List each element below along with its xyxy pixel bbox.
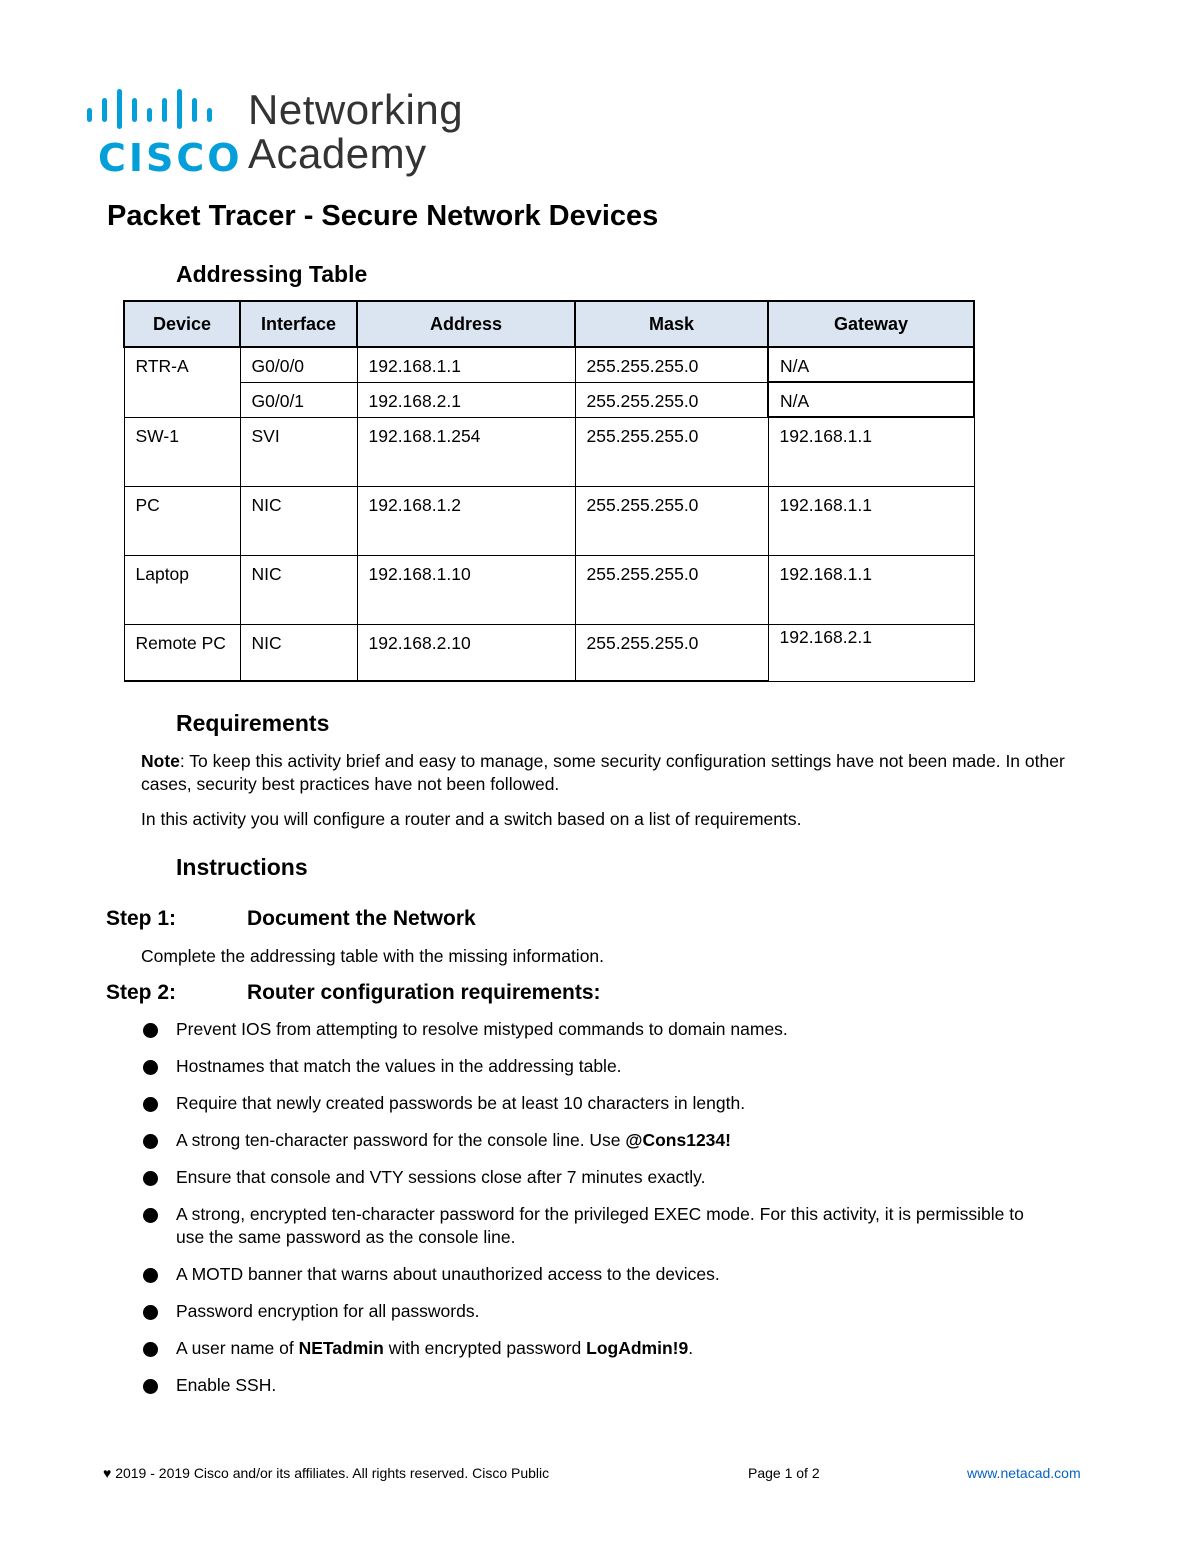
cell-gateway: N/A [768, 347, 974, 382]
list-item-text: Prevent IOS from attempting to resolve mistyped commands to domain names. [176, 1019, 788, 1039]
column-header-interface: Interface [240, 301, 357, 347]
bullet-icon [143, 1305, 158, 1320]
list-item [141, 1300, 1041, 1323]
table-row [124, 382, 974, 417]
table-row [124, 555, 974, 624]
table-row [124, 347, 974, 382]
cell-mask: 255.255.255.0 [575, 382, 768, 417]
step2-label: Step 2: [106, 981, 177, 1004]
instructions-heading: Instructions [176, 854, 308, 880]
logo-networking-text: Networking [248, 86, 464, 133]
bullet-icon [143, 1268, 158, 1283]
list-item-text: A strong ten-character password for the console line. Use [176, 1130, 626, 1150]
list-item-text: Password encryption for all passwords. [176, 1301, 480, 1321]
footer-copyright: ♥ 2019 - 2019 Cisco and/or its affiliates. All rights reserved. Cisco Public [103, 1465, 550, 1481]
table-header-row [124, 301, 974, 347]
cell-mask: 255.255.255.0 [575, 347, 768, 382]
document-title: Packet Tracer - Secure Network Devices [107, 200, 659, 232]
cell-address: 192.168.2.10 [357, 624, 575, 681]
cell-device: Laptop [124, 555, 240, 624]
list-item [141, 1166, 1041, 1189]
cell-device: RTR-A [124, 347, 240, 417]
cell-address: 192.168.1.254 [357, 417, 575, 486]
note-paragraph [141, 750, 1071, 796]
cell-address: 192.168.1.1 [357, 347, 575, 382]
list-item-text: A MOTD banner that warns about unauthorized access to the devices. [176, 1264, 720, 1284]
note-text: : To keep this activity brief and easy to manage, some security configuration settings have not been made. In other cases, security best practices have not been followed. [141, 751, 1065, 794]
intro-paragraph: In this activity you will configure a router and a switch based on a list of requirements. [141, 809, 802, 829]
bullet-icon [143, 1342, 158, 1357]
cell-interface: SVI [240, 417, 357, 486]
table-row [124, 486, 974, 555]
column-header-device: Device [124, 301, 240, 347]
cell-device: PC [124, 486, 240, 555]
list-item [141, 1129, 1041, 1152]
list-item [141, 1203, 1041, 1249]
bullet-icon [143, 1171, 158, 1186]
list-item [141, 1018, 1041, 1041]
bullet-icon [143, 1134, 158, 1149]
table-row [124, 417, 974, 486]
cell-mask: 255.255.255.0 [575, 624, 768, 681]
cell-mask: 255.255.255.0 [575, 486, 768, 555]
addressing-table [123, 300, 975, 682]
note-label: Note [141, 751, 180, 771]
column-header-gateway: Gateway [768, 301, 974, 347]
step1-text: Complete the addressing table with the missing information. [141, 946, 605, 966]
cell-address: 192.168.1.2 [357, 486, 575, 555]
column-header-mask: Mask [575, 301, 768, 347]
list-item [141, 1055, 1041, 1078]
list-item-text: Require that newly created passwords be at least 10 characters in length. [176, 1093, 746, 1113]
list-item-text: Ensure that console and VTY sessions close after 7 minutes exactly. [176, 1167, 706, 1187]
cell-gateway: 192.168.1.1 [768, 417, 974, 486]
cell-interface: G0/0/0 [240, 347, 357, 382]
bullet-icon [143, 1379, 158, 1394]
cell-interface: NIC [240, 486, 357, 555]
list-item-text: A user name of [176, 1338, 299, 1358]
username-value: NETadmin [298, 1338, 384, 1358]
step2-title: Router configuration requirements: [247, 981, 601, 1004]
step1-title: Document the Network [247, 907, 476, 930]
list-item [141, 1263, 1041, 1286]
cell-interface: G0/0/1 [240, 382, 357, 417]
list-item-text: A strong, encrypted ten-character password for the privileged EXEC mode. For this activity, it is permissible to use the same password as the console line. [176, 1204, 1024, 1247]
cell-device: Remote PC [124, 624, 240, 681]
list-item-text: . [688, 1338, 694, 1358]
cell-gateway: 192.168.1.1 [768, 555, 974, 624]
router-requirements-list [141, 1018, 1041, 1411]
step1-label: Step 1: [106, 907, 177, 930]
list-item-text: with encrypted password [383, 1338, 587, 1358]
bullet-icon [143, 1097, 158, 1112]
list-item-text: Hostnames that match the values in the addressing table. [176, 1056, 622, 1076]
column-header-address: Address [357, 301, 575, 347]
cisco-networking-academy-logo [82, 84, 482, 184]
bullet-icon [143, 1208, 158, 1223]
cell-gateway: 192.168.1.1 [768, 486, 974, 555]
list-item [141, 1092, 1041, 1115]
cell-mask: 255.255.255.0 [575, 555, 768, 624]
cell-interface: NIC [240, 555, 357, 624]
addressing-table-heading: Addressing Table [176, 261, 368, 287]
cell-device: SW-1 [124, 417, 240, 486]
cisco-wordmark: CISCO [98, 136, 243, 180]
console-password-value: @Cons1234! [625, 1130, 731, 1150]
logo-academy-text: Academy [248, 130, 427, 177]
footer-page-number: Page 1 of 2 [748, 1465, 820, 1481]
list-item [141, 1337, 1041, 1360]
cell-interface: NIC [240, 624, 357, 681]
cell-address: 192.168.2.1 [357, 382, 575, 417]
cell-gateway: N/A [768, 382, 974, 417]
list-item-text: Enable SSH. [176, 1375, 277, 1395]
bullet-icon [143, 1023, 158, 1038]
cisco-bridge-icon [82, 88, 222, 130]
user-password-value: LogAdmin!9 [586, 1338, 689, 1358]
cell-mask: 255.255.255.0 [575, 417, 768, 486]
footer-website-link[interactable]: www.netacad.com [967, 1465, 1081, 1481]
cell-gateway: 192.168.2.1 [768, 624, 974, 681]
table-row [124, 624, 974, 681]
cell-address: 192.168.1.10 [357, 555, 575, 624]
list-item [141, 1374, 1041, 1397]
requirements-heading: Requirements [176, 710, 330, 736]
bullet-icon [143, 1060, 158, 1075]
